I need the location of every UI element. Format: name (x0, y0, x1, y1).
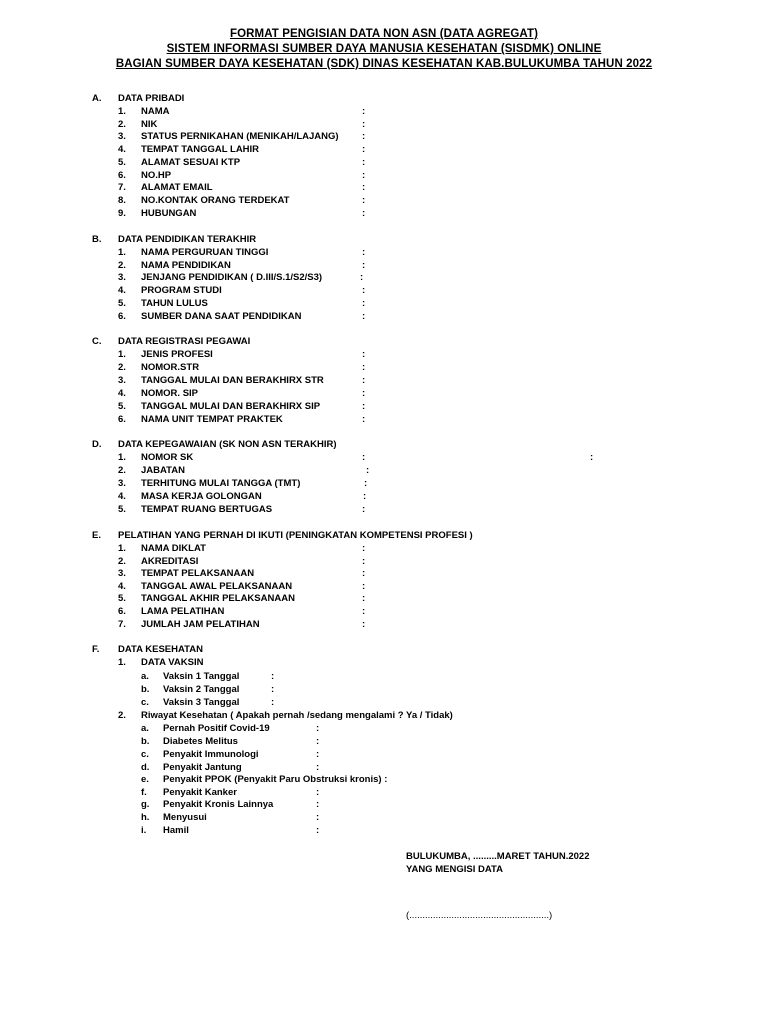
field-label-hubungan: HUBUNGAN (141, 208, 197, 219)
field-label-nomor-sk: NOMOR SK (141, 452, 194, 463)
item-number: 2. (118, 556, 126, 567)
item-number: 5. (118, 593, 126, 604)
item-number: 6. (118, 170, 126, 181)
item-number: 5. (118, 157, 126, 168)
item-letter: g. (141, 799, 150, 810)
field-label-ppok: Penyakit PPOK (Penyakit Paru Obstruksi kronis) : (163, 774, 388, 785)
field-colon: : (362, 208, 366, 219)
field-colon: : (590, 452, 594, 463)
field-label-tanggal-str: TANGGAL MULAI DAN BERAKHIRX STR (141, 375, 324, 386)
item-letter: b. (141, 684, 150, 695)
item-number: 6. (118, 311, 126, 322)
field-colon: : (362, 195, 366, 206)
item-letter: a. (141, 671, 149, 682)
field-label-sumber-dana: SUMBER DANA SAAT PENDIDIKAN (141, 311, 302, 322)
field-colon: : (362, 106, 366, 117)
field-colon: : (360, 272, 364, 283)
field-label-kontak-terdekat: NO.KONTAK ORANG TERDEKAT (141, 195, 290, 206)
field-colon: : (362, 581, 366, 592)
field-colon: : (363, 491, 367, 502)
field-colon: : (316, 762, 320, 773)
field-colon: : (362, 131, 366, 142)
item-number: 7. (118, 182, 126, 193)
field-label-vaksin-1: Vaksin 1 Tanggal (163, 671, 240, 682)
field-colon: : (271, 671, 275, 682)
item-number: 2. (118, 465, 126, 476)
item-number: 9. (118, 208, 126, 219)
subsection-title-data-vaksin: DATA VAKSIN (141, 657, 204, 668)
item-number: 1. (118, 106, 126, 117)
field-label-jenis-profesi: JENIS PROFESI (141, 349, 213, 360)
field-label-vaksin-3: Vaksin 3 Tanggal (163, 697, 240, 708)
header-title-line2: SISTEM INFORMASI SUMBER DAYA MANUSIA KESEHATAN (SISDMK) ONLINE (166, 43, 602, 55)
section-a-letter: A. (92, 93, 102, 104)
field-label-alamat-ktp: ALAMAT SESUAI KTP (141, 157, 241, 168)
field-colon: : (316, 736, 320, 747)
field-colon: : (362, 504, 366, 515)
item-letter: i. (141, 825, 147, 836)
item-number: 3. (118, 272, 126, 283)
subsection-number: 2. (118, 710, 126, 721)
item-letter: d. (141, 762, 150, 773)
field-label-tanggal-sip: TANGGAL MULAI DAN BERAKHIRX SIP (141, 401, 321, 412)
item-number: 1. (118, 349, 126, 360)
field-label-nama-pendidikan: NAMA PENDIDIKAN (141, 260, 231, 271)
field-label-jantung: Penyakit Jantung (163, 762, 242, 773)
field-label-diabetes: Diabetes Melitus (163, 736, 238, 747)
field-label-nama: NAMA (141, 106, 170, 117)
item-number: 4. (118, 491, 126, 502)
section-c-letter: C. (92, 336, 102, 347)
section-b-title: DATA PENDIDIKAN TERAKHIR (118, 234, 257, 245)
field-label-nik: NIK (141, 119, 158, 130)
field-label-nomor-str: NOMOR.STR (141, 362, 200, 373)
item-number: 6. (118, 414, 126, 425)
field-label-perguruan-tinggi: NAMA PERGURUAN TINGGI (141, 247, 269, 258)
field-label-tempat-bertugas: TEMPAT RUANG BERTUGAS (141, 504, 273, 515)
header-title-line3: BAGIAN SUMBER DAYA KESEHATAN (SDK) DINAS KESEHATAN KAB.BULUKUMBA TAHUN 2022 (115, 58, 653, 70)
field-label-tempat-tanggal-lahir: TEMPAT TANGGAL LAHIR (141, 144, 260, 155)
item-number: 3. (118, 131, 126, 142)
field-colon: : (362, 260, 366, 271)
item-number: 3. (118, 478, 126, 489)
item-letter: b. (141, 736, 150, 747)
field-label-hamil: Hamil (163, 825, 189, 836)
field-colon: : (362, 285, 366, 296)
field-label-tempat-pelaksanaan: TEMPAT PELAKSANAAN (141, 568, 255, 579)
field-colon: : (362, 170, 366, 181)
field-colon: : (316, 799, 320, 810)
field-colon: : (362, 401, 366, 412)
field-colon: : (362, 388, 366, 399)
section-f-letter: F. (92, 644, 100, 655)
field-colon: : (362, 556, 366, 567)
item-number: 4. (118, 144, 126, 155)
field-colon: : (362, 247, 366, 258)
item-number: 4. (118, 388, 126, 399)
field-label-menyusui: Menyusui (163, 812, 207, 823)
section-f-title: DATA KESEHATAN (118, 644, 203, 655)
field-label-nama-diklat: NAMA DIKLAT (141, 543, 206, 554)
subsection-title-riwayat-kesehatan: Riwayat Kesehatan ( Apakah pernah /sedang mengalami ? Ya / Tidak) (141, 710, 453, 721)
item-number: 2. (118, 260, 126, 271)
field-colon: : (362, 298, 366, 309)
item-number: 6. (118, 606, 126, 617)
field-colon: : (362, 157, 366, 168)
item-letter: c. (141, 749, 149, 760)
item-number: 1. (118, 247, 126, 258)
header-title-line1: FORMAT PENGISIAN DATA NON ASN (DATA AGREGAT) (229, 28, 539, 40)
field-colon: : (271, 697, 275, 708)
section-c-title: DATA REGISTRASI PEGAWAI (118, 336, 251, 347)
item-number: 5. (118, 401, 126, 412)
field-label-unit-praktek: NAMA UNIT TEMPAT PRAKTEK (141, 414, 283, 425)
item-number: 4. (118, 581, 126, 592)
item-letter: a. (141, 723, 149, 734)
field-colon: : (362, 349, 366, 360)
field-colon: : (316, 812, 320, 823)
field-label-kronis-lainnya: Penyakit Kronis Lainnya (163, 799, 274, 810)
field-label-tanggal-akhir: TANGGAL AKHIR PELAKSANAAN (141, 593, 295, 604)
item-number: 1. (118, 452, 126, 463)
field-colon: : (362, 452, 366, 463)
section-e-letter: E. (92, 530, 101, 541)
section-a-title: DATA PRIBADI (118, 93, 185, 104)
section-d-title: DATA KEPEGAWAIAN (SK NON ASN TERAKHIR) (118, 439, 337, 450)
field-label-jenjang-pendidikan: JENJANG PENDIDIKAN ( D.III/S.1/S2/S3) (141, 272, 323, 283)
field-label-status-pernikahan: STATUS PERNIKAHAN (MENIKAH/LAJANG) (141, 131, 339, 142)
field-label-jabatan: JABATAN (141, 465, 185, 476)
field-colon: : (362, 119, 366, 130)
field-label-nomor-sip: NOMOR. SIP (141, 388, 199, 399)
field-label-tanggal-awal: TANGGAL AWAL PELAKSANAAN (141, 581, 293, 592)
signature-place-date: BULUKUMBA, .........MARET TAHUN.2022 (406, 851, 590, 862)
field-colon: : (362, 311, 366, 322)
field-colon: : (362, 568, 366, 579)
item-number: 8. (118, 195, 126, 206)
signature-name-line: (.....................................................) (406, 910, 553, 921)
section-e-title: PELATIHAN YANG PERNAH DI IKUTI (PENINGKATAN KOMPETENSI PROFESI ) (118, 530, 473, 541)
item-number: 2. (118, 119, 126, 130)
item-letter: h. (141, 812, 150, 823)
item-number: 7. (118, 619, 126, 630)
field-label-positif-covid: Pernah Positif Covid-19 (163, 723, 270, 734)
subsection-number: 1. (118, 657, 126, 668)
field-label-immunologi: Penyakit Immunologi (163, 749, 259, 760)
section-b-letter: B. (92, 234, 102, 245)
item-number: 5. (118, 504, 126, 515)
field-colon: : (316, 787, 320, 798)
field-colon: : (316, 749, 320, 760)
field-colon: : (362, 375, 366, 386)
field-colon: : (362, 619, 366, 630)
section-d-letter: D. (92, 439, 102, 450)
item-letter: c. (141, 697, 149, 708)
field-label-no-hp: NO.HP (141, 170, 172, 181)
field-colon: : (271, 684, 275, 695)
field-colon: : (362, 543, 366, 554)
field-colon: : (316, 825, 320, 836)
field-label-akreditasi: AKREDITASI (141, 556, 199, 567)
field-colon: : (316, 723, 320, 734)
item-number: 3. (118, 375, 126, 386)
item-number: 2. (118, 362, 126, 373)
item-letter: e. (141, 774, 149, 785)
item-letter: f. (141, 787, 147, 798)
signature-role: YANG MENGISI DATA (406, 864, 503, 875)
field-colon: : (362, 606, 366, 617)
field-label-alamat-email: ALAMAT EMAIL (141, 182, 213, 193)
field-colon: : (362, 362, 366, 373)
field-colon: : (362, 182, 366, 193)
item-number: 5. (118, 298, 126, 309)
field-label-tmt: TERHITUNG MULAI TANGGA (TMT) (141, 478, 301, 489)
field-label-tahun-lulus: TAHUN LULUS (141, 298, 208, 309)
field-colon: : (366, 465, 370, 476)
field-label-jumlah-jam: JUMLAH JAM PELATIHAN (141, 619, 260, 630)
item-number: 1. (118, 543, 126, 554)
field-label-kanker: Penyakit Kanker (163, 787, 237, 798)
item-number: 4. (118, 285, 126, 296)
field-colon: : (362, 144, 366, 155)
field-label-lama-pelatihan: LAMA PELATIHAN (141, 606, 225, 617)
field-label-vaksin-2: Vaksin 2 Tanggal (163, 684, 240, 695)
item-number: 3. (118, 568, 126, 579)
field-colon: : (362, 414, 366, 425)
field-colon: : (364, 478, 368, 489)
field-label-masa-kerja: MASA KERJA GOLONGAN (141, 491, 262, 502)
field-colon: : (362, 593, 366, 604)
field-label-program-studi: PROGRAM STUDI (141, 285, 222, 296)
